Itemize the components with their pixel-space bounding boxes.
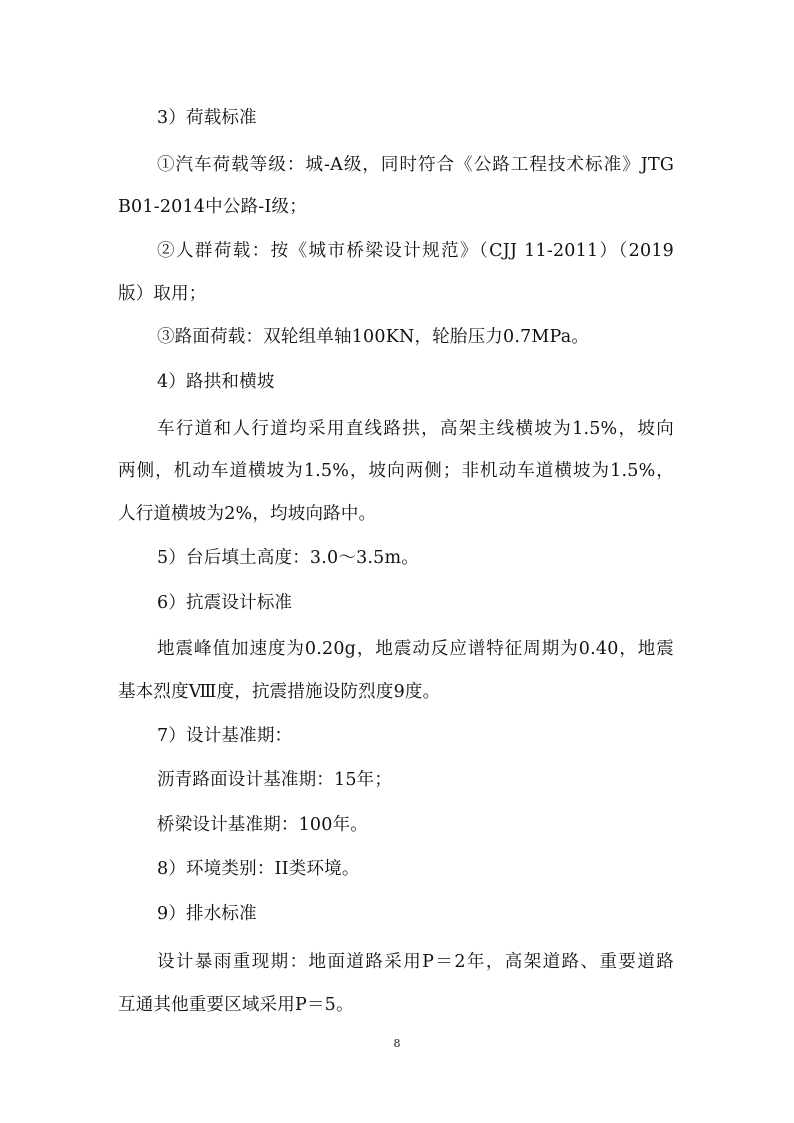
paragraph-line: 车行道和人行道均采用直线路拱，高架主线横坡为1.5%，坡向 <box>157 419 674 439</box>
section-heading-fill-height: 5）台后填土高度：3.0～3.5m。 <box>157 548 419 568</box>
paragraph-line: 人行道横坡为2%，均坡向路中。 <box>118 504 377 524</box>
section-heading-design-reference-period: 7）设计基准期： <box>157 726 293 746</box>
paragraph-line: ②人群荷载：按《城市桥梁设计规范》（CJJ 11-2011）（2019 <box>157 241 674 261</box>
section-heading-seismic-design: 6）抗震设计标准 <box>157 593 293 613</box>
paragraph-line: 桥梁设计基准期：100年。 <box>157 815 369 835</box>
paragraph-line: 设计暴雨重现期：地面道路采用P＝2年，高架道路、重要道路 <box>157 952 674 972</box>
paragraph-line: 两侧，机动车道横坡为1.5%，坡向两侧；非机动车道横坡为1.5%， <box>118 461 674 481</box>
paragraph-line: 版）取用； <box>118 284 207 304</box>
section-heading-crown-slope: 4）路拱和横坡 <box>157 372 275 392</box>
section-heading-environment-category: 8）环境类别：II类环境。 <box>157 859 360 879</box>
paragraph-line: 基本烈度Ⅷ度，抗震措施设防烈度9度。 <box>118 682 441 702</box>
page-number: 8 <box>393 1037 401 1050</box>
paragraph-line: ③路面荷载：双轮组单轴100KN，轮胎压力0.7MPa。 <box>157 327 590 347</box>
section-heading-load-standard: 3）荷载标准 <box>157 108 257 128</box>
section-heading-drainage-standard: 9）排水标准 <box>157 904 257 924</box>
paragraph-line: B01-2014中公路-Ⅰ级； <box>118 197 307 217</box>
paragraph-line: ①汽车荷载等级：城-A级，同时符合《公路工程技术标准》JTG <box>157 155 674 175</box>
paragraph-line: 地震峰值加速度为0.20g，地震动反应谱特征周期为0.40，地震 <box>157 639 674 659</box>
paragraph-line: 沥青路面设计基准期：15年； <box>157 770 393 790</box>
paragraph-line: 互通其他重要区域采用P＝5。 <box>118 995 354 1015</box>
